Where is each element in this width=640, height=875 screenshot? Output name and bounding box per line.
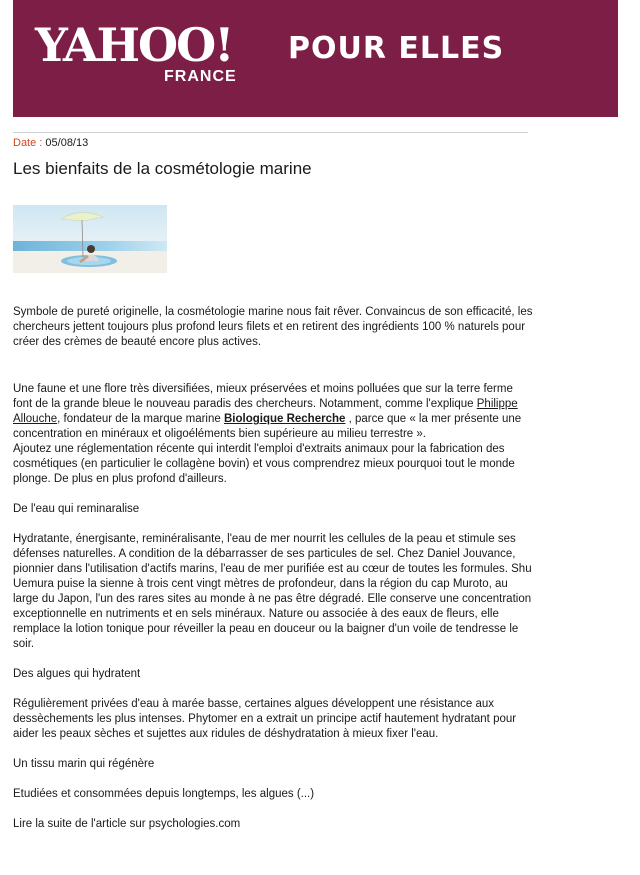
yahoo-logo[interactable]: YAHOO! — [35, 18, 233, 72]
person-link[interactable]: Philippe Allouche — [13, 398, 518, 425]
article-paragraph: Régulièrement privées d'eau à marée basse, certaines algues développent une résistance aux dessèchements les plus intenses. Phytomer en a extrait un principe actif hautement hydratant pour aider les peaux sèches et sujettes aux ridules de déshydratation à mieux fixer l'eau. — [13, 698, 517, 740]
article-paragraph — [13, 382, 533, 442]
date-divider — [13, 132, 528, 133]
article-date — [13, 137, 88, 149]
beach-umbrella-photo — [13, 205, 167, 273]
paragraph-text: Une faune et une flore très diversifiées, mieux préservées et moins polluées que sur la terre ferme font de la grande bleue le nouveau paradis des chercheurs. Notamment, comme l'explique — [13, 383, 513, 410]
section-title[interactable]: POUR ELLES — [288, 31, 505, 66]
paragraph-text: , parce que « la mer présente une concentration en minéraux et oligoéléments bien supérieure au milieu terrestre ». — [13, 413, 522, 440]
article-paragraph: Ajoutez une réglementation récente qui interdit l'emploi d'extraits animaux pour la fabrication des cosmétiques (en particulier le collagène bovin) et vous comprendrez mieux pourquoi tout le monde plonge. De plus en plus profond d'ailleurs. — [13, 443, 515, 485]
beach-umbrella-photo-graphic — [13, 205, 167, 273]
date-value: 05/08/13 — [45, 137, 89, 149]
section-heading: Un tissu marin qui régénère — [13, 758, 155, 770]
paragraph-text: , fondateur de la marque marine — [57, 413, 224, 425]
article-title: Les bienfaits de la cosmétologie marine — [13, 159, 312, 178]
brand-link[interactable]: Biologique Recherche — [223, 413, 346, 425]
read-more-link[interactable]: Lire la suite de l'article sur psychologies.com — [13, 818, 241, 830]
article-paragraph: Etudiées et consommées depuis longtemps, les algues (...) — [13, 788, 315, 800]
article-body — [13, 305, 533, 832]
section-heading: Des algues qui hydratent — [13, 668, 141, 680]
article-paragraph: Hydratante, énergisante, reminéralisante, l'eau de mer nourrit les cellules de la peau et stimule ses défenses naturelles. A condition de la débarrasser de ses particules de sel. Chez Daniel Jouvance, pionnier dans l'utilisation d'actifs marins, l'eau de mer purifiée est au cœur de toutes les formules. Shu Uemura puise la sienne à trois cent vingt mètres de profondeur, dans la région du cap Muroto, au large du Japon, l'un des rares sites au monde à ne pas être dégradé. Elle conserve une concentration exceptionnelle en nutriments et en sels minéraux. Nature ou associée à des eaux de fleurs, elle remplace la lotion tonique pour réveiller la peau en douceur ou la baigner d'un voile de tendresse le soir. — [13, 533, 532, 650]
date-label: Date : — [13, 137, 46, 149]
header-banner — [13, 0, 618, 117]
section-heading: De l'eau qui reminaralise — [13, 503, 140, 515]
logo-country-label: FRANCE — [164, 68, 237, 85]
article-intro: Symbole de pureté originelle, la cosmétologie marine nous fait rêver. Convaincus de son efficacité, les chercheurs jettent toujours plus profond leurs filets et en retirent des ingrédients 100 % naturels pour créer des crèmes de beauté encore plus actives. — [13, 306, 533, 348]
